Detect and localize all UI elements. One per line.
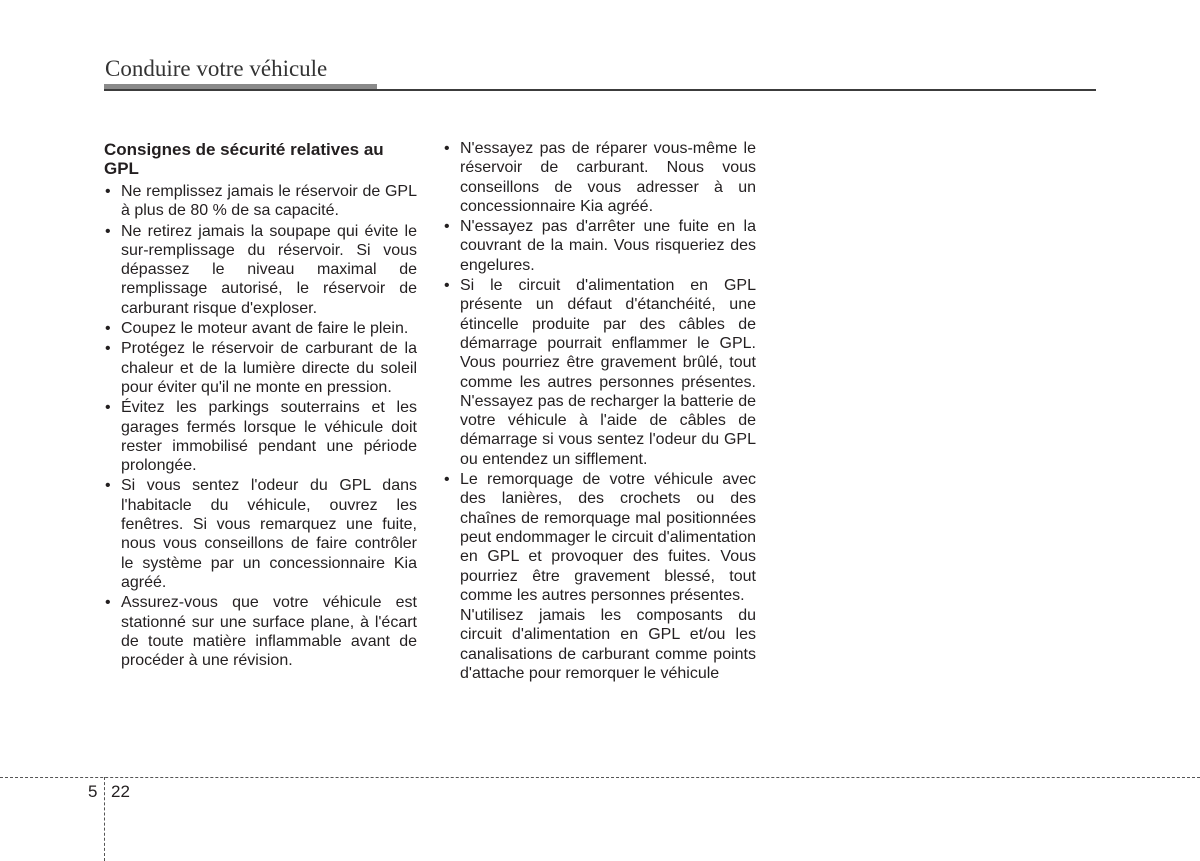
safety-list-right	[443, 139, 756, 605]
bullet: •	[105, 477, 111, 495]
bullet: •	[105, 594, 111, 612]
safety-list-left	[104, 182, 417, 670]
list-item	[104, 339, 417, 397]
list-item-text: N'essayez pas de réparer vous-même le réservoir de carburant. Nous vous conseillons de vous adresser à un concessionnaire Kia agréé.	[460, 140, 756, 215]
list-item	[443, 276, 756, 469]
list-item-text: Assurez-vous que votre véhicule est stationné sur une surface plane, à l'écart de toute matière inflammable avant de procéder à une révision.	[121, 594, 417, 670]
header-rule	[104, 89, 1096, 91]
list-item-text: Si vous sentez l'odeur du GPL dans l'habitacle du véhicule, ouvrez les fenêtres. Si vous remarquez une fuite, nous vous conseillons de faire contrôler le système par un concessionnaire Kia agréé.	[121, 477, 417, 591]
page-header-title: Conduire votre véhicule	[105, 56, 328, 81]
bullet: •	[105, 399, 111, 417]
footer-divider	[104, 777, 105, 861]
list-item-text: Protégez le réservoir de carburant de la chaleur et de la lumière directe du soleil pour éviter qu'il ne monte en pression.	[121, 340, 417, 396]
list-item-text: Ne retirez jamais la soupape qui évite le sur-remplissage du réservoir. Si vous dépassez le niveau maximal de remplissage autorisé, le réservoir de carburant risque d'exploser.	[121, 222, 417, 317]
list-item	[104, 319, 417, 338]
bullet: •	[105, 222, 111, 240]
continuation-paragraph: N'utilisez jamais les composants du circuit d'alimentation en GPL et/ou les canalisations de carburant comme points d'attache pour remorquer le véhicule	[460, 607, 756, 683]
right-column	[443, 139, 756, 683]
list-item-text: Évitez les parkings souterrains et les garages fermés lorsque le véhicule doit rester immobilisé pendant une période prolongée.	[121, 399, 417, 475]
left-column	[104, 140, 417, 671]
list-item	[104, 222, 417, 318]
list-item-text: N'essayez pas d'arrêter une fuite en la couvrant de la main. Vous risqueriez des engelures.	[460, 218, 756, 274]
list-item	[104, 182, 417, 221]
bullet: •	[444, 218, 450, 236]
bullet: •	[105, 320, 111, 338]
bullet: •	[444, 471, 450, 489]
list-item	[443, 470, 756, 605]
bullet: •	[105, 340, 111, 358]
list-item	[104, 398, 417, 475]
bullet: •	[444, 277, 450, 295]
bullet: •	[444, 140, 450, 157]
section-heading: Consignes de sécurité relatives au GPL	[104, 140, 384, 178]
footer-rule	[0, 777, 1200, 778]
section-number: 5	[88, 782, 98, 801]
list-item-text: Si le circuit d'alimentation en GPL présente un défaut d'étanchéité, une étincelle produite par des câbles de démarrage pourrait enflammer le GPL. Vous pourriez être gravement brûlé, tout comme les autres personnes présentes. N'essayez pas de recharger la batterie de votre véhicule à l'aide de câbles de démarrage si vous sentez l'odeur du GPL ou entendez un sifflement.	[460, 277, 756, 468]
list-item	[104, 476, 417, 592]
list-item-text: Ne remplissez jamais le réservoir de GPL à plus de 80 % de sa capacité.	[121, 183, 417, 220]
list-item	[104, 593, 417, 670]
list-item-text: Le remorquage de votre véhicule avec des lanières, des crochets ou des chaînes de remorquage mal positionnées peut endommager le circuit d'alimentation en GPL et provoquer des fuites. Vous pourriez être gravement blessé, tout comme les autres personnes présentes.	[460, 471, 756, 604]
list-item	[443, 139, 756, 216]
list-item	[443, 217, 756, 275]
list-item-text: Coupez le moteur avant de faire le plein.	[121, 320, 409, 338]
page-number: 22	[111, 782, 130, 801]
bullet: •	[105, 183, 111, 200]
